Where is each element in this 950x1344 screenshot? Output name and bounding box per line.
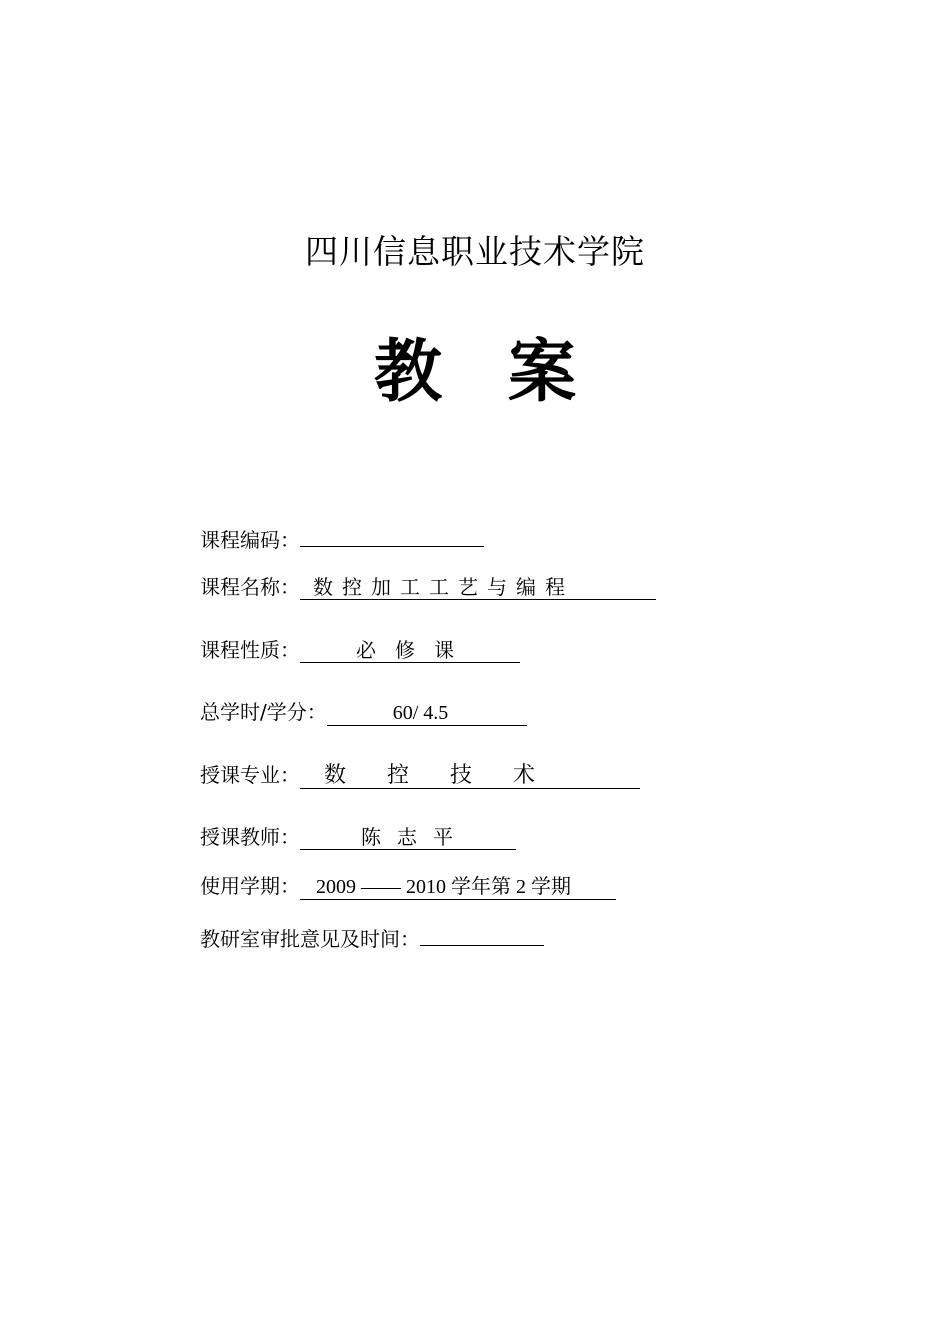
- course-name-field[interactable]: [300, 575, 656, 600]
- major-field[interactable]: [300, 764, 640, 789]
- title-char-2: 案: [508, 333, 577, 412]
- institution-name: 四川信息职业技术学院: [305, 232, 645, 271]
- document-title: [0, 318, 950, 415]
- approval-label: 教研室审批意见及时间：: [200, 927, 420, 951]
- course-name-row: [200, 571, 656, 601]
- major-row: [200, 759, 640, 789]
- approval-row: [200, 921, 544, 951]
- term-label: 使用学期：: [200, 874, 300, 898]
- major-label: 授课专业：: [200, 763, 300, 787]
- course-code-label: 课程编码：: [200, 528, 300, 552]
- course-code-field[interactable]: [300, 522, 484, 547]
- course-nature-row: [200, 634, 520, 664]
- course-name-label: 课程名称：: [200, 575, 300, 599]
- term-value: 2009 —— 2010 学年第 2 学期: [316, 876, 571, 898]
- hours-credits-label: 总学时/学分：: [200, 700, 327, 724]
- hours-credits-row: [200, 696, 527, 726]
- term-row: [200, 870, 616, 900]
- course-nature-value: 必修课: [356, 638, 473, 662]
- course-nature-label: 课程性质：: [200, 638, 300, 662]
- course-code-row: [200, 522, 484, 552]
- hours-credits-field[interactable]: [327, 701, 527, 726]
- teacher-label: 授课教师：: [200, 825, 300, 849]
- teacher-field[interactable]: [300, 825, 516, 850]
- approval-field[interactable]: [420, 921, 544, 946]
- course-nature-field[interactable]: [300, 638, 520, 663]
- title-char-1: 教: [373, 333, 442, 412]
- term-field[interactable]: [300, 875, 616, 900]
- teacher-row: [200, 821, 516, 851]
- course-name-value: 数控加工工艺与编程: [313, 575, 574, 599]
- hours-credits-value: 60/ 4.5: [392, 702, 449, 724]
- major-value: 数控技术: [324, 763, 577, 788]
- teacher-value: 陈志平: [361, 825, 469, 849]
